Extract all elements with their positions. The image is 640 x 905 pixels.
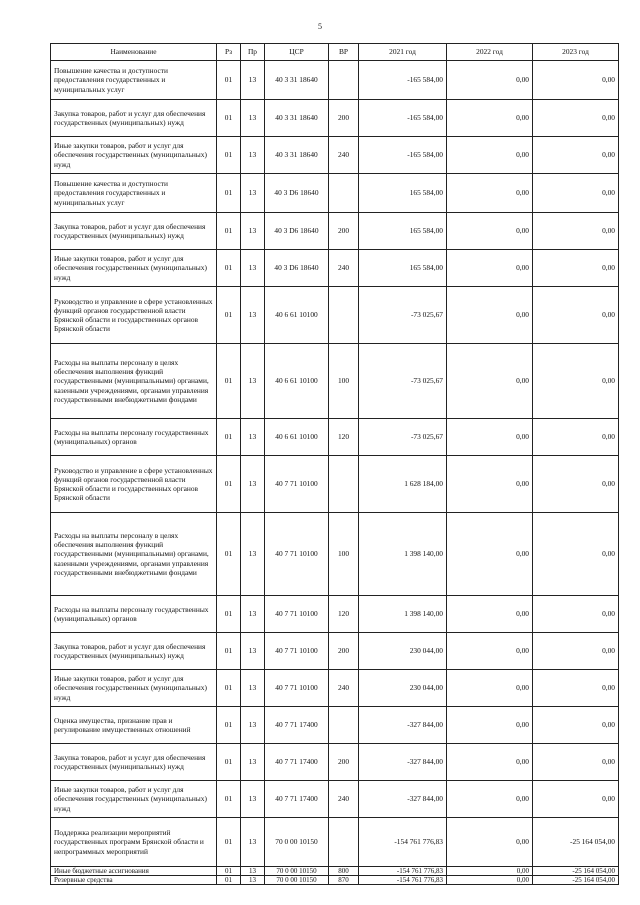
table-header-row [51,44,619,61]
page-number: 5 [318,22,322,31]
pr-cell: 13 [241,456,265,513]
amount-2022-cell: 0,00 [447,100,533,137]
rz-cell: 01 [217,670,241,707]
rz-cell: 01 [217,818,241,867]
pr-cell: 13 [241,137,265,174]
amount-2021-cell: -327 844,00 [359,707,447,744]
amount-2021-cell: -327 844,00 [359,744,447,781]
amount-2023-cell: 0,00 [533,344,619,419]
table-row [51,670,619,707]
amount-2021-cell: -73 025,67 [359,287,447,344]
csr-cell: 40 7 71 10100 [265,633,329,670]
csr-cell: 40 7 71 10100 [265,596,329,633]
amount-2023-cell: 0,00 [533,213,619,250]
amount-2021-cell: 230 044,00 [359,670,447,707]
amount-2022-cell: 0,00 [447,818,533,867]
pr-cell: 13 [241,100,265,137]
table-row [51,213,619,250]
vr-cell [329,287,359,344]
vr-cell: 240 [329,250,359,287]
amount-2022-cell: 0,00 [447,137,533,174]
vr-cell [329,456,359,513]
vr-cell: 100 [329,513,359,596]
amount-2021-cell: -165 584,00 [359,100,447,137]
vr-cell: 240 [329,781,359,818]
name-cell: Иные закупки товаров, работ и услуг для обеспечения государственных (муниципальных) нужд [51,670,217,707]
name-cell: Расходы на выплаты персоналу в целях обеспечения выполнения функций государственными (муниципальными) органами, казенными учреждениями, органами управления государственными внебюджетными фондами [51,344,217,419]
pr-cell: 13 [241,174,265,213]
pr-cell: 13 [241,670,265,707]
amount-2021-cell: 1 398 140,00 [359,596,447,633]
amount-2021-cell: -165 584,00 [359,61,447,100]
table-row [51,744,619,781]
rz-cell: 01 [217,344,241,419]
vr-cell: 200 [329,100,359,137]
csr-cell: 70 0 00 10150 [265,818,329,867]
header-rz: Рз [217,44,241,61]
pr-cell: 13 [241,344,265,419]
csr-cell: 40 7 71 17400 [265,707,329,744]
amount-2021-cell: 165 584,00 [359,250,447,287]
amount-2022-cell: 0,00 [447,61,533,100]
amount-2023-cell: 0,00 [533,61,619,100]
amount-2021-cell: 230 044,00 [359,633,447,670]
name-cell: Закупка товаров, работ и услуг для обеспечения государственных (муниципальных) нужд [51,213,217,250]
vr-cell: 240 [329,670,359,707]
amount-2022-cell: 0,00 [447,344,533,419]
amount-2022-cell: 0,00 [447,287,533,344]
amount-2023-cell: -25 164 054,00 [533,876,619,885]
vr-cell: 120 [329,419,359,456]
table-body [51,61,619,885]
header-pr: Пр [241,44,265,61]
amount-2023-cell: 0,00 [533,137,619,174]
pr-cell: 13 [241,287,265,344]
rz-cell: 01 [217,513,241,596]
csr-cell: 40 6 61 10100 [265,419,329,456]
table-row [51,867,619,876]
pr-cell: 13 [241,419,265,456]
rz-cell: 01 [217,596,241,633]
vr-cell [329,174,359,213]
pr-cell: 13 [241,61,265,100]
amount-2021-cell: -154 761 776,83 [359,867,447,876]
name-cell: Оценка имущества, признание прав и регулирование имущественных отношений [51,707,217,744]
header-name: Наименование [51,44,217,61]
amount-2023-cell: 0,00 [533,100,619,137]
header-2023: 2023 год [533,44,619,61]
csr-cell: 40 3 D6 18640 [265,250,329,287]
vr-cell: 240 [329,137,359,174]
name-cell: Закупка товаров, работ и услуг для обеспечения государственных (муниципальных) нужд [51,744,217,781]
rz-cell: 01 [217,174,241,213]
table-row [51,633,619,670]
amount-2021-cell: 1 628 184,00 [359,456,447,513]
pr-cell: 13 [241,707,265,744]
amount-2023-cell: 0,00 [533,419,619,456]
csr-cell: 40 3 31 18640 [265,100,329,137]
vr-cell: 800 [329,867,359,876]
table-row [51,513,619,596]
pr-cell: 13 [241,633,265,670]
pr-cell: 13 [241,596,265,633]
name-cell: Расходы на выплаты персоналу государственных (муниципальных) органов [51,419,217,456]
rz-cell: 01 [217,707,241,744]
amount-2022-cell: 0,00 [447,867,533,876]
name-cell: Расходы на выплаты персоналу государственных (муниципальных) органов [51,596,217,633]
amount-2023-cell: -25 164 054,00 [533,867,619,876]
vr-cell [329,61,359,100]
rz-cell: 01 [217,213,241,250]
amount-2023-cell: 0,00 [533,596,619,633]
pr-cell: 13 [241,250,265,287]
amount-2022-cell: 0,00 [447,596,533,633]
amount-2022-cell: 0,00 [447,781,533,818]
rz-cell: 01 [217,250,241,287]
amount-2023-cell: -25 164 054,00 [533,818,619,867]
rz-cell: 01 [217,100,241,137]
table-row [51,250,619,287]
rz-cell: 01 [217,744,241,781]
name-cell: Иные закупки товаров, работ и услуг для обеспечения государственных (муниципальных) нужд [51,781,217,818]
amount-2023-cell: 0,00 [533,781,619,818]
header-csr: ЦСР [265,44,329,61]
amount-2023-cell: 0,00 [533,174,619,213]
amount-2022-cell: 0,00 [447,419,533,456]
amount-2021-cell: -165 584,00 [359,137,447,174]
amount-2021-cell: -73 025,67 [359,344,447,419]
rz-cell: 01 [217,61,241,100]
rz-cell: 01 [217,287,241,344]
vr-cell: 200 [329,744,359,781]
vr-cell: 100 [329,344,359,419]
csr-cell: 70 0 00 10150 [265,876,329,885]
amount-2023-cell: 0,00 [533,513,619,596]
csr-cell: 40 7 71 17400 [265,744,329,781]
header-2022: 2022 год [447,44,533,61]
table-row [51,137,619,174]
pr-cell: 13 [241,513,265,596]
amount-2022-cell: 0,00 [447,174,533,213]
table-row [51,61,619,100]
amount-2022-cell: 0,00 [447,744,533,781]
name-cell: Иные закупки товаров, работ и услуг для обеспечения государственных (муниципальных) нужд [51,137,217,174]
table-row [51,818,619,867]
table-row [51,100,619,137]
vr-cell [329,818,359,867]
amount-2021-cell: -327 844,00 [359,781,447,818]
name-cell: Поддержка реализации мероприятий государственных программ Брянской области и непрограммных мероприятий [51,818,217,867]
amount-2023-cell: 0,00 [533,456,619,513]
vr-cell: 200 [329,633,359,670]
amount-2022-cell: 0,00 [447,213,533,250]
pr-cell: 13 [241,781,265,818]
name-cell: Расходы на выплаты персоналу в целях обеспечения выполнения функций государственными (муниципальными) органами, казенными учреждениями, органами управления государственными внебюджетными фондами [51,513,217,596]
header-vr: ВР [329,44,359,61]
name-cell: Повышение качества и доступности предоставления государственных и муниципальных услуг [51,61,217,100]
csr-cell: 40 7 71 17400 [265,781,329,818]
csr-cell: 40 7 71 10100 [265,670,329,707]
amount-2021-cell: 165 584,00 [359,213,447,250]
name-cell: Иные закупки товаров, работ и услуг для обеспечения государственных (муниципальных) нужд [51,250,217,287]
header-2021: 2021 год [359,44,447,61]
pr-cell: 13 [241,876,265,885]
name-cell: Иные бюджетные ассигнования [51,867,217,876]
table-row [51,344,619,419]
amount-2023-cell: 0,00 [533,250,619,287]
name-cell: Повышение качества и доступности предоставления государственных и муниципальных услуг [51,174,217,213]
csr-cell: 40 3 31 18640 [265,61,329,100]
csr-cell: 40 7 71 10100 [265,513,329,596]
table-row [51,287,619,344]
table-row [51,419,619,456]
pr-cell: 13 [241,818,265,867]
rz-cell: 01 [217,867,241,876]
amount-2022-cell: 0,00 [447,670,533,707]
amount-2023-cell: 0,00 [533,744,619,781]
csr-cell: 40 3 D6 18640 [265,213,329,250]
amount-2023-cell: 0,00 [533,287,619,344]
budget-table [50,43,619,885]
amount-2021-cell: 165 584,00 [359,174,447,213]
name-cell: Закупка товаров, работ и услуг для обеспечения государственных (муниципальных) нужд [51,100,217,137]
amount-2022-cell: 0,00 [447,876,533,885]
amount-2023-cell: 0,00 [533,707,619,744]
vr-cell: 120 [329,596,359,633]
table-row [51,456,619,513]
amount-2021-cell: -154 761 776,83 [359,876,447,885]
amount-2022-cell: 0,00 [447,250,533,287]
table-row [51,876,619,885]
csr-cell: 40 7 71 10100 [265,456,329,513]
amount-2022-cell: 0,00 [447,456,533,513]
pr-cell: 13 [241,744,265,781]
csr-cell: 40 3 31 18640 [265,137,329,174]
csr-cell: 40 6 61 10100 [265,344,329,419]
name-cell: Руководство и управление в сфере установленных функций органов государственной власти Брянской области и государственных органов Брянской области [51,287,217,344]
name-cell: Руководство и управление в сфере установленных функций органов государственной власти Брянской области и государственных органов Брянской области [51,456,217,513]
amount-2022-cell: 0,00 [447,513,533,596]
vr-cell [329,707,359,744]
rz-cell: 01 [217,876,241,885]
pr-cell: 13 [241,867,265,876]
rz-cell: 01 [217,137,241,174]
amount-2021-cell: 1 398 140,00 [359,513,447,596]
pr-cell: 13 [241,213,265,250]
name-cell: Закупка товаров, работ и услуг для обеспечения государственных (муниципальных) нужд [51,633,217,670]
amount-2022-cell: 0,00 [447,707,533,744]
vr-cell: 200 [329,213,359,250]
vr-cell: 870 [329,876,359,885]
csr-cell: 40 6 61 10100 [265,287,329,344]
rz-cell: 01 [217,633,241,670]
name-cell: Резервные средства [51,876,217,885]
csr-cell: 40 3 D6 18640 [265,174,329,213]
amount-2021-cell: -154 761 776,83 [359,818,447,867]
csr-cell: 70 0 00 10150 [265,867,329,876]
amount-2022-cell: 0,00 [447,633,533,670]
table-row [51,596,619,633]
table-row [51,781,619,818]
amount-2023-cell: 0,00 [533,670,619,707]
table-row [51,174,619,213]
rz-cell: 01 [217,456,241,513]
table-row [51,707,619,744]
rz-cell: 01 [217,419,241,456]
amount-2021-cell: -73 025,67 [359,419,447,456]
rz-cell: 01 [217,781,241,818]
amount-2023-cell: 0,00 [533,633,619,670]
